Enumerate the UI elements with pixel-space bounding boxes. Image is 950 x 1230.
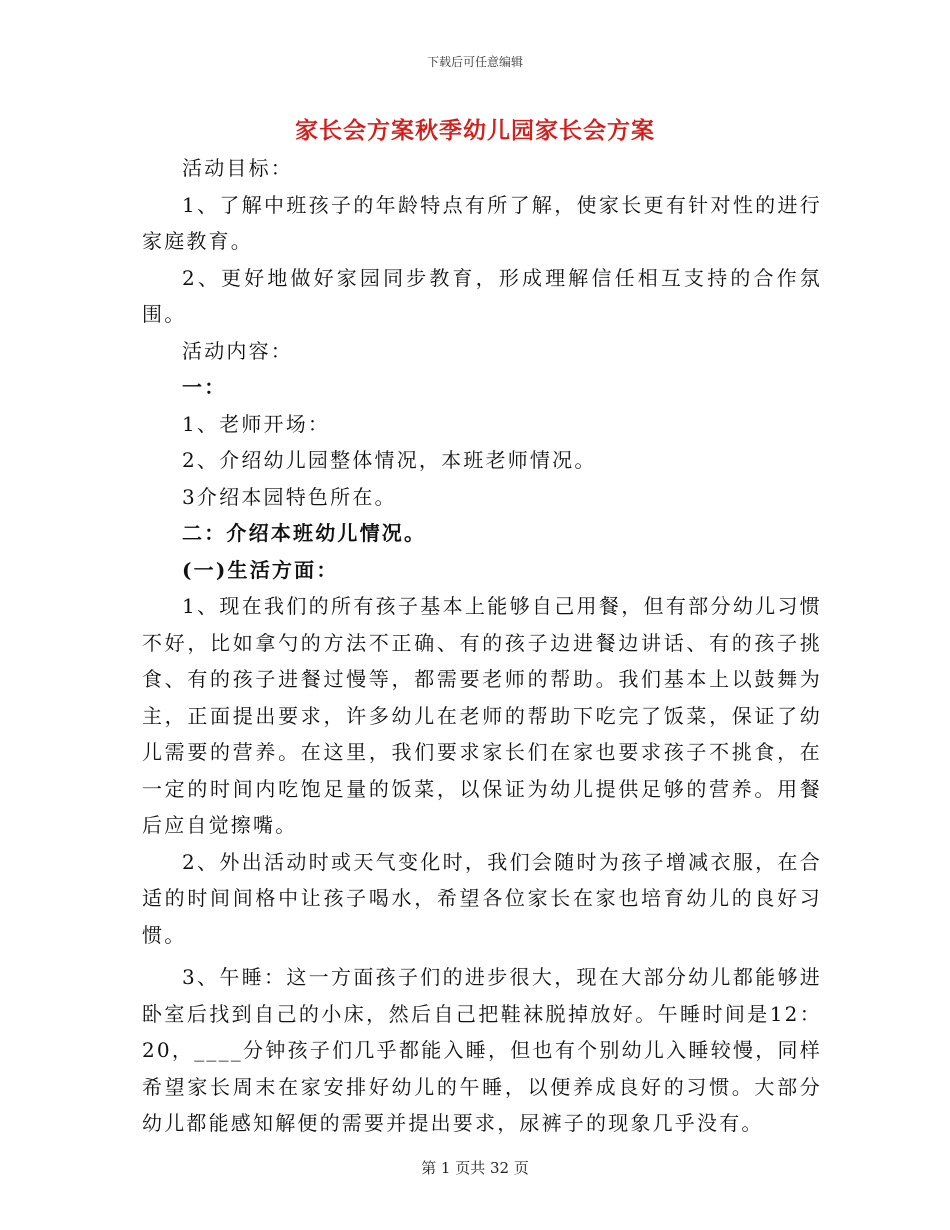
paragraph-item-1: 1、老师开场： (182, 411, 331, 436)
document-body (142, 150, 822, 1142)
paragraph-item-2: 2、介绍幼儿园整体情况，本班老师情况。 (182, 448, 597, 472)
paragraph-goal-2: 2、更好地做好家园同步教育，形成理解信任相互支持的合作氛围。 (142, 265, 822, 326)
paragraph-item-3: 3介绍本园特色所在。 (182, 484, 397, 509)
paragraph-goal-1: 1、了解中班孩子的年龄特点有所了解，使家长更有针对性的进行家庭教育。 (142, 192, 822, 253)
document-title: 家长会方案秋季幼儿园家长会方案 (295, 117, 655, 144)
paragraph-section-two: 二：介绍本班幼儿情况。 (182, 521, 427, 545)
header-note: 下载后可任意编辑 (426, 55, 523, 69)
paragraph-content-heading: 活动内容： (182, 338, 293, 363)
paragraph-subsection-life: (一)生活方面： (182, 557, 339, 582)
paragraph-life-1: 1、现在我们的所有孩子基本上能够自己用餐，但有部分幼儿习惯不好，比如拿勺的方法不正确、有的孩子边进餐边讲话、有的孩子挑食、有的孩子进餐过慢等，都需要老师的帮助。我们基本上以鼓舞为主，正面提出要求，许多幼儿在老师的帮助下吃完了饭菜，保证了幼儿需要的营养。在这里，我们要求家长们在家也要求孩子不挑食，在一定的时间内吃饱足量的饭菜，以保证为幼儿提供足够的营养。用餐后应自觉擦嘴。 (142, 594, 822, 837)
paragraph-section-one: 一： (182, 375, 227, 399)
paragraph-life-2: 2、外出活动时或天气变化时，我们会随时为孩子增减衣服，在合适的时间间格中让孩子喝水，希望各位家长在家也培育幼儿的良好习惯。 (142, 849, 822, 947)
page-footer: 第 1 页共 32 页 (421, 1159, 529, 1177)
paragraph-life-3: 3、午睡：这一方面孩子们的进步很大，现在大部分幼儿都能够进卧室后找到自己的小床，然后自己把鞋袜脱掉放好。午睡时间是12：20，____分钟孩子们几乎都能入睡，但也有个别幼儿入睡较慢，同样希望家长周末在家安排好幼儿的午睡，以便养成良好的习惯。大部分幼儿都能感知解便的需要并提出要求，尿裤子的现象几乎没有。 (142, 965, 822, 1135)
paragraph-goals-heading: 活动目标： (182, 156, 293, 180)
